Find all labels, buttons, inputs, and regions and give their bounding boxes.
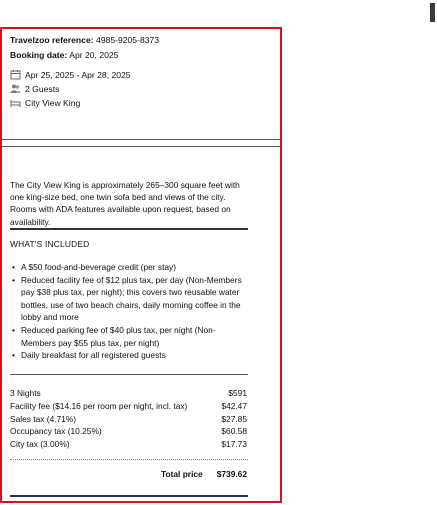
total-price-label: Total price [160,469,203,479]
room-row [10,97,80,108]
total-price-row [10,469,247,479]
stay-dates-row [10,69,131,80]
price-row [10,413,247,426]
divider [10,495,248,497]
price-row [10,387,247,400]
guests-icon [10,83,21,94]
dotted-divider [10,459,248,460]
room-type: City View King [25,97,81,108]
divider [2,146,282,147]
room-description: The City View King is approximately 265–300 square feet with one king-size bed, one twin sofa bed and views of the city. Rooms with ADA features available upon request, based on availability. [10,180,240,227]
list-item: • A $50 food-and-beverage credit (per stay) [10,261,250,274]
price-amount: $60.58 [221,426,247,437]
price-label: City tax (3.00%) [10,439,70,450]
divider [2,139,282,140]
booking-date-value: Apr 20, 2025 [69,50,119,60]
divider [10,374,248,375]
included-list [10,261,250,362]
price-amount: $17.73 [221,439,247,450]
scroll-indicator[interactable] [430,3,435,22]
stay-dates: Apr 25, 2025 - Apr 28, 2025 [25,69,131,80]
price-row [10,400,247,413]
included-title: WHAT'S INCLUDED [10,239,90,249]
guests-row [10,83,59,94]
reference-label: Travelzoo reference: [10,35,94,45]
guest-count: 2 Guests [25,83,60,94]
price-amount: $42.47 [221,400,247,411]
list-item: • Reduced facility fee of $12 plus tax, per day (Non-Members pay $38 plus tax, per night); this covers two reusable water bottles, use of two beach chairs, daily morning coffee in the lobby and more [10,274,250,324]
booking-header [10,33,159,63]
price-label: Sales tax (4.71%) [10,413,77,424]
price-label: 3 Nights [10,388,41,398]
reference-line [10,33,159,48]
price-label: Occupancy tax (10.25%) [10,426,102,437]
price-label: Facility fee ($14.16 per room per night, incl. tax) [10,400,188,411]
list-item: • Daily breakfast for all registered guests [10,349,250,362]
divider [10,228,248,230]
booking-date-label: Booking date: [10,50,68,60]
price-row [10,438,247,451]
price-amount: $591 [228,388,247,398]
booking-summary-panel [0,27,282,503]
price-amount: $27.85 [221,413,247,424]
price-breakdown [10,387,247,451]
reference-value: 4985-9205-8373 [95,35,160,45]
booking-date-line [10,48,159,63]
price-row [10,425,247,438]
calendar-icon [10,69,21,80]
total-price-value: $739.62 [216,469,247,479]
bed-icon [10,97,21,108]
list-item: • Reduced parking fee of $40 plus tax, per night (Non-Members pay $55 plus tax, per night) [10,324,250,349]
